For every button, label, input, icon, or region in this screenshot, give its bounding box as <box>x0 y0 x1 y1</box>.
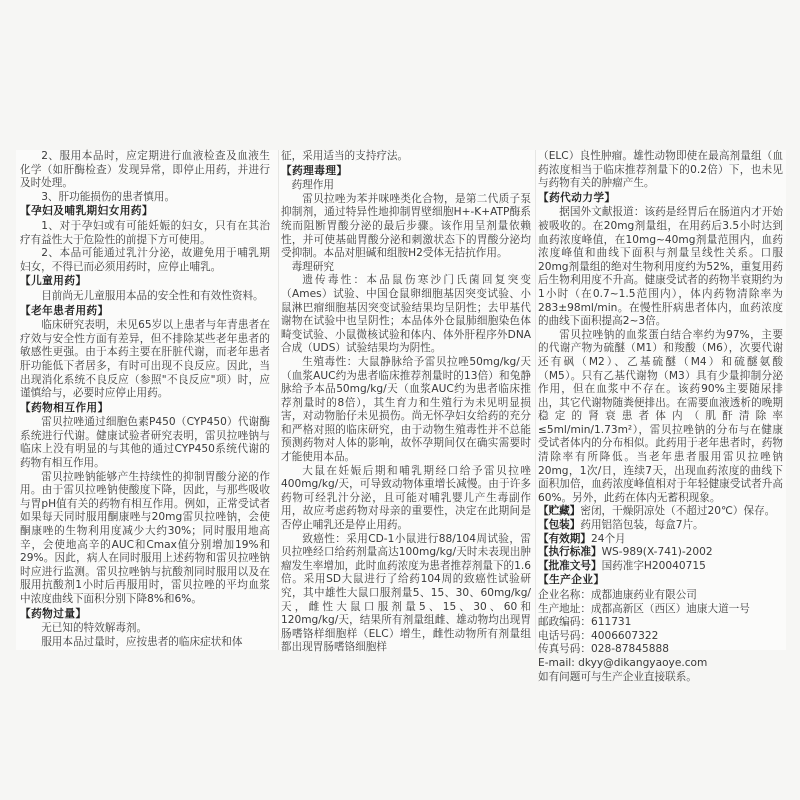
spec-value: WS-989(X-741)-2002 <box>601 546 713 559</box>
spec-label: 【贮藏】 <box>538 505 581 518</box>
body-paragraph: 毒理研究 <box>291 260 334 273</box>
spec-line <box>538 533 783 547</box>
spec-line <box>538 505 783 519</box>
body-paragraph: 遗传毒性：本品鼠伤寒沙门氏菌回复突变（Ames）试验、中国仓鼠卵细胞基因突变试验、小鼠淋巴瘤细胞基因突变试验结果均呈阴性；去甲基代谢物在试验中也呈阴性；本品体外仓鼠肺细胞染色体畸变试验、小鼠微核试验和体内、体外肝程序外DNA合成（UDS）试验结果均为阴性。 <box>281 274 531 355</box>
body-paragraph: 雷贝拉唑钠的血浆蛋白结合率约为97%，主要的代谢产物为硫醚（M1）和羧酸（M6），次要代谢还有砜（M2）、乙基硫醚（M4）和硫醚氨酸（M5）。只有乙基代谢物（M3）具有少量抑制分泌作用，但在血浆中不存在。该药90%主要随尿排出，其它代谢物随粪便排出。在需要血液透析的晚期稳定的肾衰患者体内（肌酐清除率≤5ml/min/1.73m²），雷贝拉唑钠的分布与在健康受试者体内的分布相似。此药用于老年患者时，药物清除率有所降低。当老年患者服用雷贝拉唑钠20mg，1次/日，连续7天，出现血药浓度的曲线下面积加倍，血药浓度峰值相对于年轻健康受试者升高60%。另外，此药在体内无蓄积现象。 <box>538 328 783 504</box>
fold-line <box>278 150 279 650</box>
spec-line <box>538 546 783 560</box>
spec-value: 药用铝箔包装，每盒7片。 <box>580 519 704 532</box>
body-paragraph: 生产地址：成都高新区（西区）迪康大道一号 <box>538 602 750 615</box>
body-paragraph: 致癌性：采用CD-1小鼠进行88/104周试验，雷贝拉唑经口给药剂量高达100mg/kg/天时未表现出肿瘤发生率增加，此时血药浓度为患者推荐剂量下的1.6倍。采用SD大鼠进行了给药104周的致癌性试验研究，其中雄性大鼠口服剂量5、15、30、60mg/kg/天，雌性大鼠口服剂量5、15、30、60和120mg/kg/天，结果所有剂量组雌、雄动物均出现胃肠嗜铬样细胞样（ELC）增生，雌性动物所有剂量组都出现胃肠嗜铬细胞样 <box>281 532 531 654</box>
section-heading: 【药理毒理】 <box>281 164 348 177</box>
section-heading: 【孕妇及哺乳期妇女用药】 <box>20 205 154 218</box>
spec-value: 国药准字H20040715 <box>601 559 706 572</box>
body-paragraph: 据国外文献报道：该药是经胃后在肠道内才开始被吸收的。在20mg剂量组，在用药后3.5小时达到血药浓度峰值，在10mg~40mg剂量范围内，血药浓度峰值和曲线下面积与剂量呈线性关系。口服20mg剂量组的绝对生物利用度约为52%，重复用药后生物利用度不升高。健康受试者的药物半衰期约为1小时（在0.7~1.5范围内），体内药物清除率为283±98ml/min。在慢性肝病患者体内，血药浓度的曲线下面积提高2~3倍。 <box>538 206 783 328</box>
spec-label: 【执行标准】 <box>538 546 602 559</box>
body-paragraph: 传真号码：028-87845888 <box>538 643 669 656</box>
body-paragraph: （ELC）良性肿瘤。雄性动物即使在最高剂量组（血药浓度相当于临床推荐剂量下的0.2倍）下，也未见与药物有关的肿瘤产生。 <box>538 150 783 190</box>
body-paragraph: 征，采用适当的支持疗法。 <box>281 150 409 162</box>
body-paragraph: 雷贝拉唑为苯并咪唑类化合物，是第二代质子泵抑制剂，通过特异性地抑制胃壁细胞H+-K+ATP酶系统而阻断胃酸分泌的最后步骤。该作用呈剂量依赖性，并可使基础胃酸分泌和刺激状态下的胃酸分泌均受抑制。本品对胆碱和组胺H2受体无拮抗作用。 <box>281 192 531 260</box>
body-paragraph: 药理作用 <box>291 179 334 192</box>
body-paragraph: 邮政编码：611731 <box>538 616 632 629</box>
section-heading: 【老年患者用药】 <box>20 304 109 317</box>
fold-line <box>535 150 536 650</box>
body-paragraph: 2、本品可能通过乳汁分泌，故避免用于哺乳期妇女，不得已而必须用药时，应停止哺乳。 <box>20 247 270 273</box>
section-heading: 【药代动力学】 <box>538 191 616 204</box>
body-paragraph: 1、对于孕妇或有可能妊娠的妇女，只有在其治疗有益性大于危险性的前提下方可使用。 <box>20 219 270 246</box>
spec-label: 【有效期】 <box>538 532 591 545</box>
leaflet-column-2 <box>281 150 531 655</box>
body-paragraph: 生殖毒性：大鼠静脉给予雷贝拉唑50mg/kg/天（血浆AUC约为患者临床推荐剂量时的13倍）和兔静脉给予本品50mg/kg/天（血浆AUC约为患者临床推荐剂量时的8倍），其生育力和生殖行为未见明显损害，对动物胎仔未见损伤。尚无怀孕妇女给药的充分和严格对照的临床研究，由于动物生殖毒性并不总能预测药物对人体的影响，故怀孕期间仅在确实需要时才能使用本品。 <box>281 355 531 464</box>
body-paragraph: 如有问题可与生产企业直接联系。 <box>538 670 697 683</box>
body-paragraph: 3、肝功能损伤的患者慎用。 <box>41 190 176 203</box>
body-paragraph: 目前尚无儿童服用本品的安全性和有效性资料。 <box>41 289 264 302</box>
spec-label: 【包装】 <box>538 519 581 532</box>
body-paragraph: E-mail: dkyy@dikangyaoye.com <box>538 656 708 669</box>
body-paragraph: 雷贝拉唑通过细胞色素P450（CYP450）代谢酶系统进行代谢。健康试验者研究表明，雷贝拉唑钠与临床上没有明显的与其他的通过CYP450系统代谢的药物有相互作用。 <box>20 416 270 470</box>
spec-label: 【批准文号】 <box>538 559 602 572</box>
body-paragraph: 无已知的特效解毒剂。 <box>41 622 148 635</box>
body-paragraph: 服用本品过量时，应按患者的临床症状和体 <box>41 635 243 648</box>
body-paragraph: 大鼠在妊娠后期和哺乳期经口给予雷贝拉唑400mg/kg/天，可导致动物体重增长减慢。由于许多药物可经乳汁分泌，且可能对哺乳婴儿产生毒副作用，故应考虑药物对母亲的重要性，决定在此期间是否停止哺乳还是停止用药。 <box>281 464 531 532</box>
section-heading: 【儿童用药】 <box>20 275 87 288</box>
body-paragraph: 临床研究表明，未见65岁以上患者与年青患者在疗效与安全性方面有差异，但不排除某些老年患者的敏感性更强。由于本药主要在肝脏代谢，而老年患者肝功能低下者居多，有时可出现不良反应。因此，当出现消化系统不良反应（参照"不良反应"项）时，应谨慎给与，必要时应停止用药。 <box>20 319 270 400</box>
spec-line <box>538 560 783 574</box>
spec-value: 密闭，干燥阴凉处（不超过20℃）保存。 <box>580 505 776 518</box>
section-heading: 【药物过量】 <box>20 607 87 620</box>
body-paragraph: 企业名称：成都迪康药业有限公司 <box>538 589 697 601</box>
leaflet-column-1 <box>20 150 270 649</box>
section-heading: 【生产企业】 <box>538 574 605 587</box>
leaflet-column-3 <box>538 150 783 684</box>
body-paragraph: 电话号码：4006607322 <box>538 629 659 642</box>
body-paragraph: 雷贝拉唑钠能够产生持续性的抑制胃酸分泌的作用。由于雷贝拉唑钠使酸度下降，因此，与那些吸收与胃pH值有关的药物有相互作用。例如，正常受试者如果每天同时服用酮康唑与20mg雷贝拉唑钠，会使酮康唑的生物利用度减少大约30%；同时服用地高辛，会使地高辛的AUC和Cmax值分别增加19%和29%。因此，病人在同时服用上述药物和雷贝拉唑钠时应进行监测。雷贝拉唑钠与抗酸剂同时服用以及在服用抗酸剂1小时后再服用时，雷贝拉唑的平均血浆中浓度曲线下面积分别下降8%和6%。 <box>20 470 270 605</box>
spec-line <box>538 519 783 533</box>
body-paragraph: 2、服用本品时，应定期进行血液检查及血液生化学（如肝酶检查）发现异常，即停止用药，并进行及时处理。 <box>20 150 270 190</box>
spec-value: 24个月 <box>590 532 626 545</box>
section-heading: 【药物相互作用】 <box>20 401 109 414</box>
